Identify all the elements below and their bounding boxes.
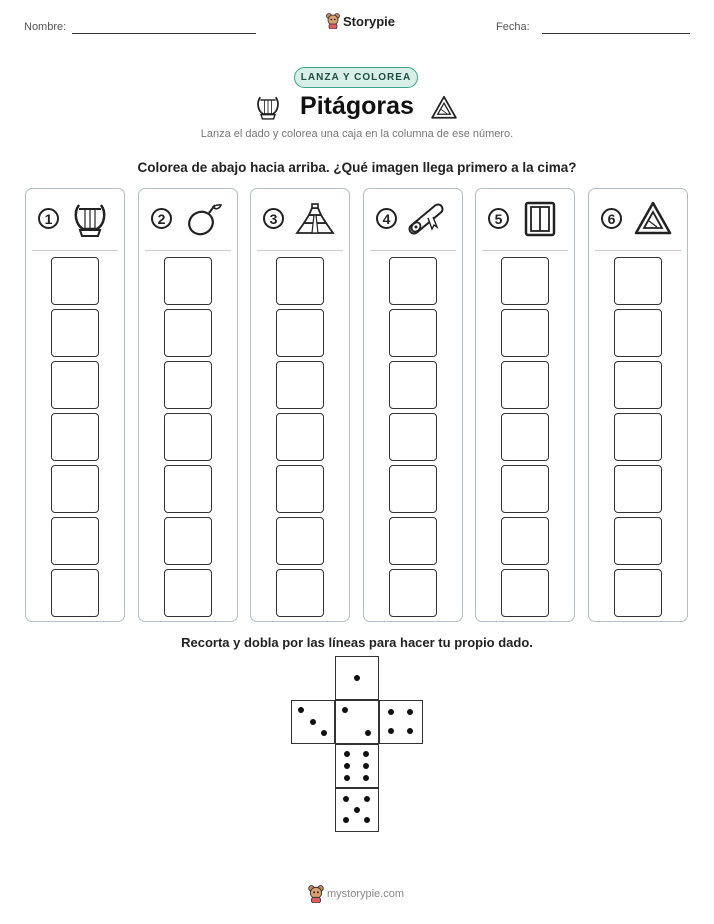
color-box[interactable] (51, 413, 99, 461)
color-box[interactable] (276, 517, 324, 565)
color-box[interactable] (164, 309, 212, 357)
color-box[interactable] (164, 361, 212, 409)
die-pip (298, 707, 304, 713)
die-face-3 (291, 700, 335, 744)
color-box[interactable] (614, 465, 662, 513)
die-pip (363, 751, 369, 757)
column-divider (370, 250, 456, 251)
color-box[interactable] (276, 569, 324, 617)
name-line[interactable] (72, 33, 256, 34)
bear-icon (326, 13, 340, 29)
color-box[interactable] (501, 309, 549, 357)
date-label: Fecha: (496, 21, 530, 33)
olive-icon (183, 199, 223, 239)
color-box[interactable] (501, 257, 549, 305)
color-box[interactable] (501, 517, 549, 565)
die-pip (363, 763, 369, 769)
die-face-2 (335, 700, 379, 744)
die-face-4 (379, 700, 423, 744)
column-divider (32, 250, 118, 251)
color-box[interactable] (501, 465, 549, 513)
die-pip (388, 709, 394, 715)
color-box[interactable] (51, 361, 99, 409)
color-box[interactable] (389, 361, 437, 409)
column-divider (482, 250, 568, 251)
die-pip (321, 730, 327, 736)
scroll-icon (408, 199, 448, 239)
name-label: Nombre: (24, 21, 67, 33)
instruction: Colorea de abajo hacia arriba. ¿Qué imagen llega primero a la cima? (137, 160, 577, 175)
color-box[interactable] (614, 361, 662, 409)
color-box[interactable] (276, 361, 324, 409)
column-6 (588, 188, 688, 622)
die-pip (364, 796, 370, 802)
die-face-1 (335, 656, 379, 700)
column-number: 3 (263, 208, 284, 229)
column-1 (25, 188, 125, 622)
color-box[interactable] (51, 569, 99, 617)
color-box[interactable] (614, 569, 662, 617)
die-pip (344, 763, 350, 769)
color-box[interactable] (389, 309, 437, 357)
lyre-icon (70, 199, 110, 239)
column-2 (138, 188, 238, 622)
die-face-5 (335, 788, 379, 832)
die-pip (407, 728, 413, 734)
color-box[interactable] (51, 309, 99, 357)
column-number: 4 (376, 208, 397, 229)
color-box[interactable] (164, 257, 212, 305)
die-pip (354, 807, 360, 813)
triangle-icon (429, 94, 459, 122)
brand-logo (326, 13, 395, 29)
bear-icon (308, 885, 324, 903)
color-box[interactable] (276, 257, 324, 305)
color-box[interactable] (389, 517, 437, 565)
die-pip (354, 675, 360, 681)
column-divider (257, 250, 343, 251)
color-box[interactable] (389, 569, 437, 617)
die-pip (344, 751, 350, 757)
column-number: 6 (601, 208, 622, 229)
die-face-6 (335, 744, 379, 788)
die-pip (407, 709, 413, 715)
color-box[interactable] (614, 413, 662, 461)
color-box[interactable] (614, 517, 662, 565)
die-pip (342, 707, 348, 713)
color-box[interactable] (276, 413, 324, 461)
die-pip (343, 796, 349, 802)
color-box[interactable] (614, 257, 662, 305)
color-box[interactable] (276, 309, 324, 357)
date-line[interactable] (542, 33, 690, 34)
die-pip (365, 730, 371, 736)
die-pip (388, 728, 394, 734)
color-box[interactable] (164, 569, 212, 617)
activity-badge: LANZA Y COLOREA (294, 67, 418, 88)
column-divider (595, 250, 681, 251)
die-instruction: Recorta y dobla por las líneas para hacer tu propio dado. (181, 635, 533, 650)
color-box[interactable] (51, 465, 99, 513)
color-box[interactable] (276, 465, 324, 513)
column-3 (250, 188, 350, 622)
page-title: Pitágoras (300, 92, 414, 120)
die-pip (363, 775, 369, 781)
color-box[interactable] (164, 517, 212, 565)
color-box[interactable] (389, 257, 437, 305)
column-number: 5 (488, 208, 509, 229)
die-pip (364, 817, 370, 823)
color-box[interactable] (51, 257, 99, 305)
column-divider (145, 250, 231, 251)
color-box[interactable] (164, 413, 212, 461)
color-box[interactable] (389, 413, 437, 461)
die-pip (344, 775, 350, 781)
column-4 (363, 188, 463, 622)
color-box[interactable] (51, 517, 99, 565)
color-box[interactable] (164, 465, 212, 513)
door-icon (520, 199, 560, 239)
footer (308, 885, 404, 903)
column-number: 1 (38, 208, 59, 229)
brand-name: Storypie (343, 13, 396, 29)
color-box[interactable] (389, 465, 437, 513)
die-pip (310, 719, 316, 725)
color-box[interactable] (501, 569, 549, 617)
lyre-icon (254, 92, 282, 122)
die-pip (343, 817, 349, 823)
color-box[interactable] (614, 309, 662, 357)
column-number: 2 (151, 208, 172, 229)
color-box[interactable] (501, 361, 549, 409)
triangle-icon (633, 199, 673, 239)
subtitle: Lanza el dado y colorea una caja en la columna de ese número. (200, 128, 514, 140)
color-box[interactable] (501, 413, 549, 461)
column-5 (475, 188, 575, 622)
pyramid-icon (295, 199, 335, 239)
footer-url[interactable]: mystorypie.com (327, 888, 405, 900)
